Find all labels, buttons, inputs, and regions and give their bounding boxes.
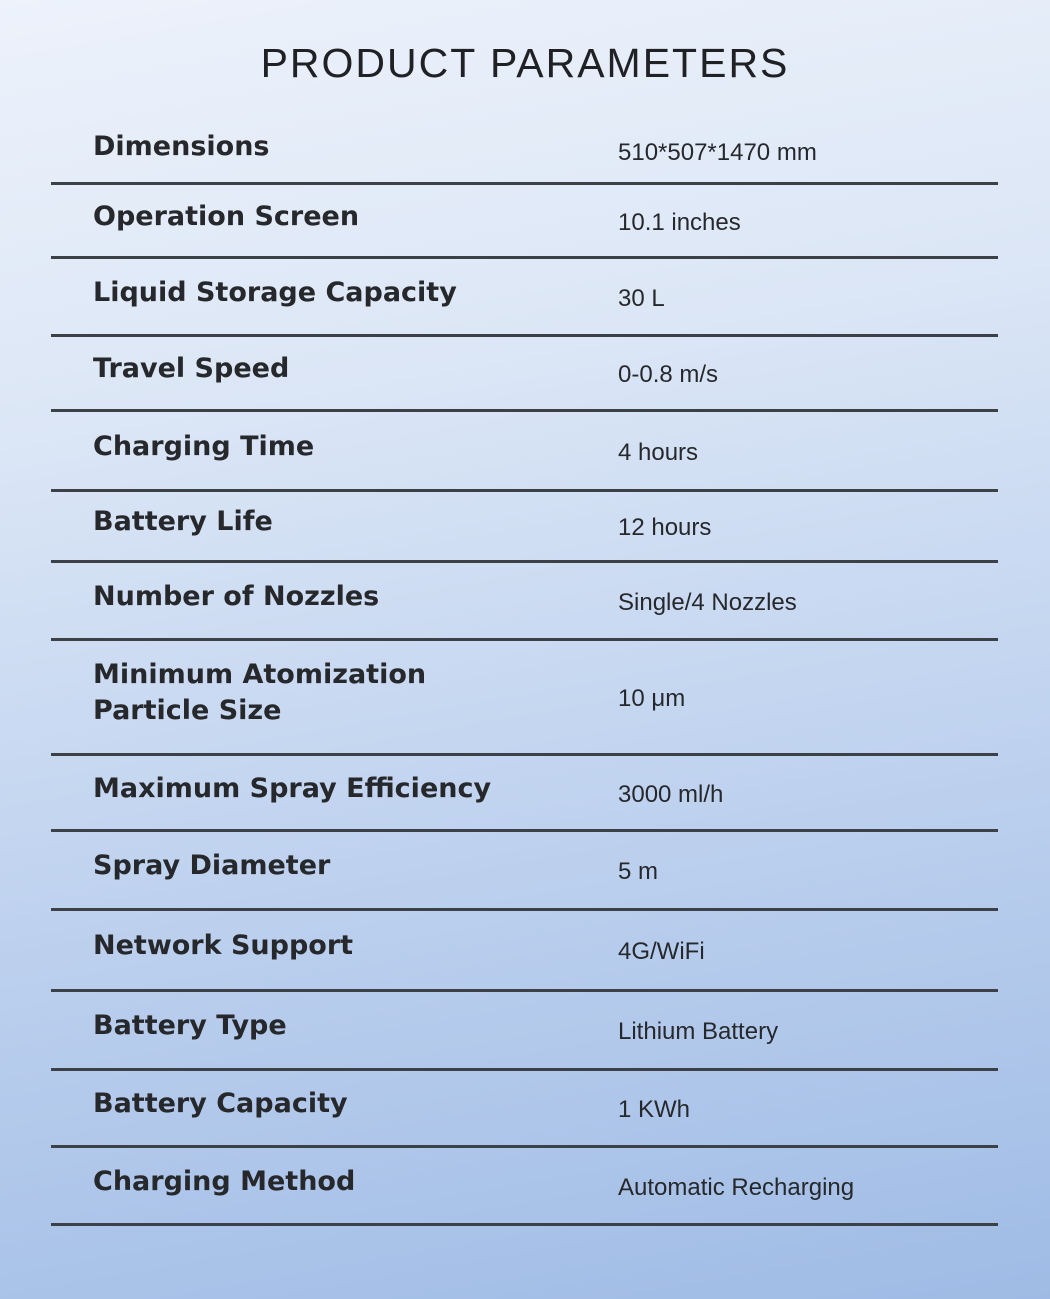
parameter-label: Charging Time <box>93 430 315 462</box>
parameter-label: Dimensions <box>93 131 270 162</box>
parameter-value: 0-0.8 m/s <box>618 361 719 388</box>
parameter-label: Battery Life <box>93 506 273 537</box>
parameter-value: 510*507*1470 mm <box>618 139 817 166</box>
parameter-value: 10.1 inches <box>618 208 741 236</box>
table-row <box>51 641 998 756</box>
parameter-label: Battery Capacity <box>93 1088 348 1119</box>
parameters-table <box>51 120 998 1226</box>
parameter-value: 12 hours <box>618 514 712 541</box>
parameter-value: Lithium Battery <box>618 1018 779 1045</box>
table-row <box>51 185 998 259</box>
page-title: PRODUCT PARAMETERS <box>260 40 790 86</box>
table-row <box>51 756 998 832</box>
parameter-value: 30 L <box>618 284 665 312</box>
parameter-value: 5 m <box>618 858 659 885</box>
table-row <box>51 911 998 992</box>
table-row <box>51 1148 998 1226</box>
parameter-label: Battery Type <box>93 1010 287 1041</box>
parameter-value: 10 μm <box>618 685 686 712</box>
parameter-label: Number of Nozzles <box>93 580 380 612</box>
table-row <box>51 1071 998 1148</box>
parameter-value: 1 KWh <box>618 1096 691 1123</box>
parameter-label: Spray Diameter <box>93 850 331 881</box>
parameter-value: 4 hours <box>618 438 699 466</box>
parameter-label: Network Support <box>93 930 354 961</box>
table-row <box>51 563 998 641</box>
parameter-value: Single/4 Nozzles <box>618 588 797 616</box>
table-row <box>51 120 998 185</box>
parameter-label: Liquid Storage Capacity <box>93 276 457 308</box>
parameter-label: Minimum Atomization Particle Size <box>93 659 427 726</box>
parameter-value: Automatic Recharging <box>618 1173 855 1201</box>
parameter-label: Operation Screen <box>93 200 360 232</box>
table-row <box>51 492 998 563</box>
parameter-value: 4G/WiFi <box>618 938 705 965</box>
table-row <box>51 992 998 1071</box>
parameter-label: Travel Speed <box>93 353 290 384</box>
parameter-label: Charging Method <box>93 1165 356 1197</box>
table-row <box>51 412 998 492</box>
table-row <box>51 337 998 412</box>
table-row <box>51 832 998 911</box>
parameter-value: 3000 ml/h <box>618 780 724 808</box>
table-row <box>51 259 998 337</box>
parameter-label: Maximum Spray Efficiency <box>93 772 492 804</box>
